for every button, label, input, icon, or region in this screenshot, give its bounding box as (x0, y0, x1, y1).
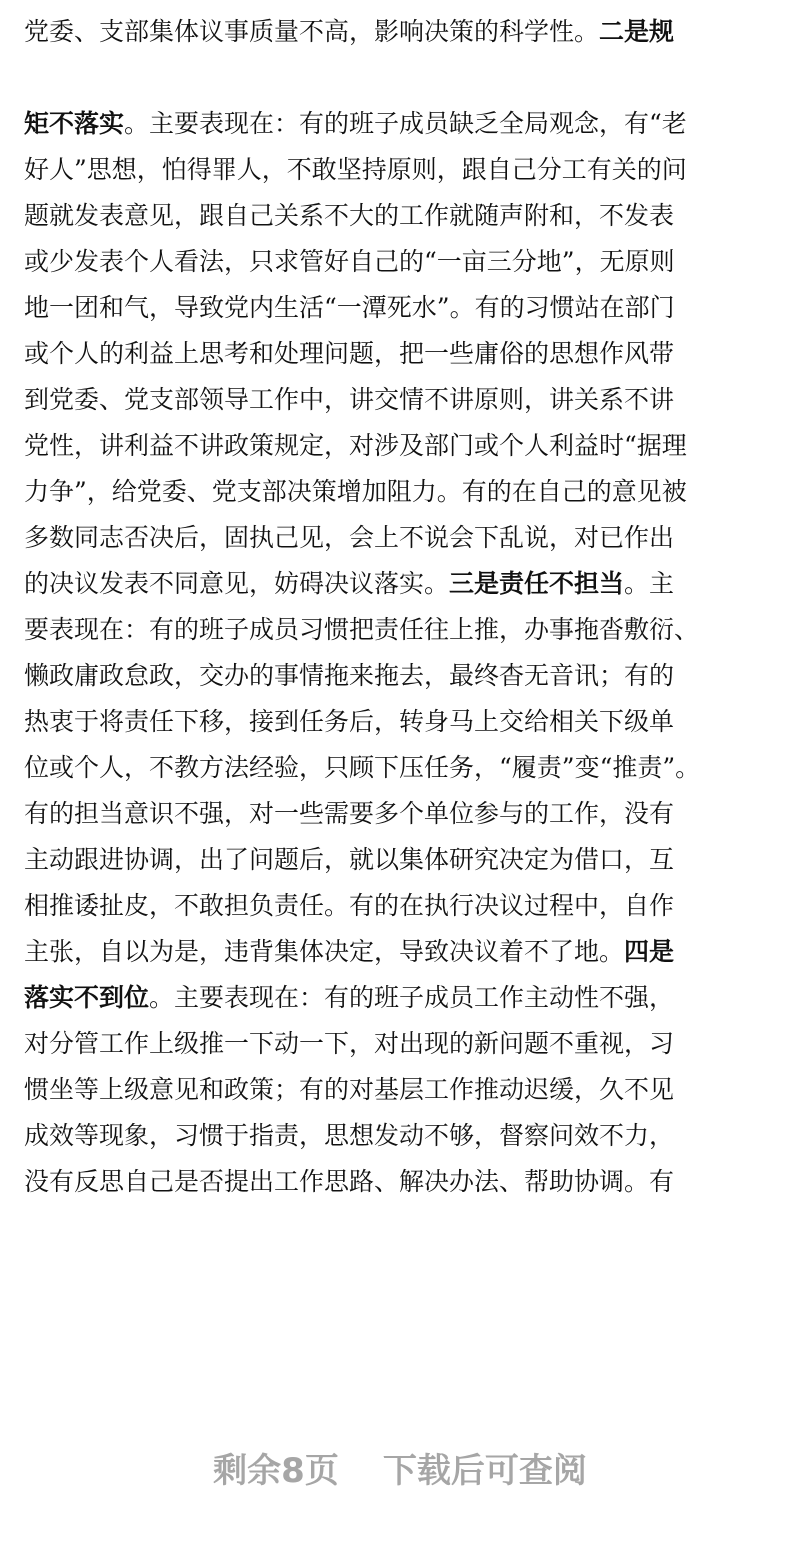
text-line-13 (24, 610, 776, 650)
text-line-3 (24, 150, 776, 190)
text-segment: 或少发表个人看法，只求管好自己的“一亩三分地”，无原则 (24, 247, 675, 276)
text-segment: 懒政庸政怠政，交办的事情拖来拖去，最终杳无音讯；有的 (24, 661, 675, 690)
text-line-14 (24, 656, 776, 696)
text-segment: 主张，自以为是，违背集体决定，导致决议着不了地。 (24, 937, 625, 966)
text-line-24 (24, 1116, 776, 1156)
text-line-10 (24, 472, 776, 512)
download-to-view-label: 下载后可查阅 (382, 1451, 587, 1491)
text-line-7 (24, 334, 776, 374)
text-line-1 (24, 12, 776, 52)
text-segment: 成效等现象，习惯于指责，思想发动不够，督察问效不力， (24, 1121, 675, 1150)
text-segment: 热衷于将责任下移，接到任务后，转身马上交给相关下级单 (24, 707, 675, 736)
remaining-pages-label: 剩余8页 (213, 1451, 339, 1491)
text-segment: 对分管工作上级推一下动一下，对出现的新问题不重视，习 (24, 1029, 675, 1058)
text-segment: 党性，讲利益不讲政策规定，对涉及部门或个人利益时“据理 (24, 431, 687, 460)
text-segment: 到党委、党支部领导工作中，讲交情不讲原则，讲关系不讲 (24, 385, 675, 414)
text-line-15 (24, 702, 776, 742)
bold-heading-2-cont: 矩不落实 (24, 109, 125, 138)
text-segment: 主动跟进协调，出了问题后，就以集体研究决定为借口，互 (24, 845, 675, 874)
bold-heading-4: 四是 (624, 937, 675, 966)
text-line-12 (24, 564, 776, 604)
text-line-4 (24, 196, 776, 236)
remaining-pages-banner[interactable] (0, 1446, 800, 1496)
text-segment: 党委、支部集体议事质量不高，影响决策的科学性。 (24, 17, 600, 46)
text-segment: 要表现在：有的班子成员习惯把责任往上推，办事拖沓敷衍、 (24, 615, 700, 644)
text-segment: 没有反思自己是否提出工作思路、解决办法、帮助协调。有 (24, 1167, 675, 1196)
text-line-9 (24, 426, 776, 466)
text-segment: 力争”，给党委、党支部决策增加阻力。有的在自己的意见被 (24, 477, 687, 506)
text-segment: 。主要表现在：有的班子成员工作主动性不强， (149, 983, 675, 1012)
text-line-5 (24, 242, 776, 282)
text-segment: 的决议发表不同意见，妨碍决议落实。 (24, 569, 450, 598)
text-segment: 位或个人，不教方法经验，只顾下压任务，“履责”变“推责”。 (24, 753, 701, 782)
text-line-2 (24, 104, 776, 144)
text-segment: 相推诿扯皮，不敢担负责任。有的在执行决议过程中，自作 (24, 891, 675, 920)
text-segment: 有的担当意识不强，对一些需要多个单位参与的工作，没有 (24, 799, 675, 828)
text-segment: 多数同志否决后，固执己见，会上不说会下乱说，对已作出 (24, 523, 675, 552)
text-line-19 (24, 886, 776, 926)
text-segment: 。主 (624, 569, 675, 598)
bold-heading-4-cont: 落实不到位 (24, 983, 150, 1012)
text-line-21 (24, 978, 776, 1018)
text-line-20 (24, 932, 776, 972)
text-segment: 惯坐等上级意见和政策；有的对基层工作推动迟缓，久不见 (24, 1075, 675, 1104)
text-line-17 (24, 794, 776, 834)
text-line-23 (24, 1070, 776, 1110)
text-segment: 。主要表现在：有的班子成员缺乏全局观念，有“老 (124, 109, 687, 138)
text-line-8 (24, 380, 776, 420)
text-line-22 (24, 1024, 776, 1064)
text-line-11 (24, 518, 776, 558)
text-line-16 (24, 748, 776, 788)
text-line-6 (24, 288, 776, 328)
bold-heading-3: 三是责任不担当 (449, 569, 625, 598)
text-segment: 题就发表意见，跟自己关系不大的工作就随声附和，不发表 (24, 201, 675, 230)
text-segment: 或个人的利益上思考和处理问题，把一些庸俗的思想作风带 (24, 339, 675, 368)
text-line-25 (24, 1162, 776, 1202)
text-line-18 (24, 840, 776, 880)
text-segment: 好人”思想，怕得罪人，不敢坚持原则，跟自己分工有关的问 (24, 155, 687, 184)
bold-heading-2: 二是规 (599, 17, 675, 46)
text-segment: 地一团和气，导致党内生活“一潭死水”。有的习惯站在部门 (24, 293, 675, 322)
